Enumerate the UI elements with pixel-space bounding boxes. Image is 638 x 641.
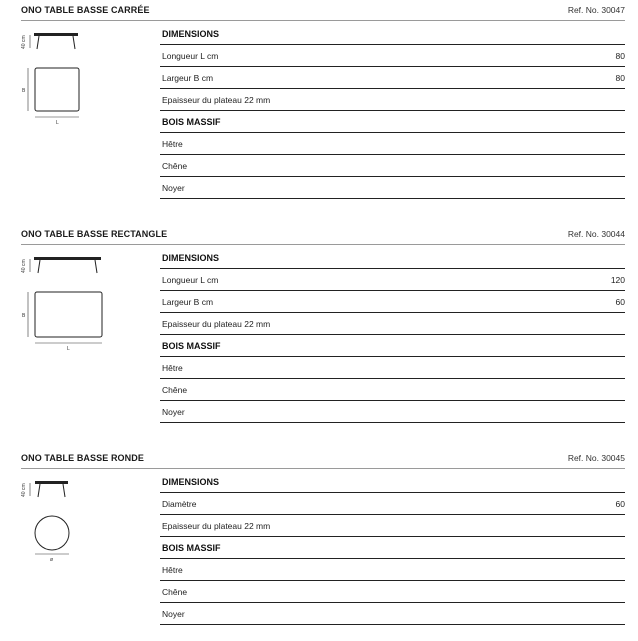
- technical-drawing: [16, 471, 136, 641]
- spec-row: Diamètre 60: [160, 493, 625, 515]
- spec-row: Largeur B cm 60: [160, 291, 625, 313]
- height-label: 40 cm: [21, 35, 27, 49]
- spec-table: [160, 23, 625, 199]
- side-tabletop: [34, 257, 101, 260]
- technical-drawing: [16, 247, 136, 417]
- section-heading: BOIS MASSIF: [160, 111, 625, 133]
- material-row: Noyer: [160, 401, 625, 423]
- spec-table: [160, 247, 625, 423]
- spec-row: Longueur L cm 80: [160, 45, 625, 67]
- side-tabletop: [34, 33, 78, 36]
- leg: [95, 260, 97, 273]
- height-label: 40 cm: [21, 483, 27, 497]
- header-divider: [21, 244, 625, 245]
- material-row: Chêne: [160, 581, 625, 603]
- section-heading: BOIS MASSIF: [160, 335, 625, 357]
- product-title: ONO TABLE BASSE RECTANGLE: [21, 229, 168, 239]
- diameter-label: ø: [50, 557, 54, 563]
- product-title: ONO TABLE BASSE CARRÉE: [21, 5, 150, 15]
- spec-table: [160, 471, 625, 625]
- table-drawing-square: [16, 23, 136, 193]
- side-tabletop: [35, 481, 68, 484]
- table-drawing-round: [16, 471, 136, 641]
- leg: [38, 260, 40, 273]
- top-view-outline: [35, 516, 69, 550]
- product-ref: Ref. No. 30045: [567, 453, 625, 463]
- material-row: Hêtre: [160, 357, 625, 379]
- table-drawing-rectangle: [16, 247, 136, 417]
- top-view-outline: [35, 68, 79, 111]
- section-heading: DIMENSIONS: [160, 471, 625, 493]
- material-row: Hêtre: [160, 559, 625, 581]
- section-heading: DIMENSIONS: [160, 247, 625, 269]
- spec-row: Epaisseur du plateau 22 mm: [160, 313, 625, 335]
- product-ref: Ref. No. 30047: [567, 5, 625, 15]
- product-header: [0, 3, 638, 19]
- product-title: ONO TABLE BASSE RONDE: [21, 453, 144, 463]
- width-label: B: [22, 88, 26, 94]
- product-header: [0, 227, 638, 243]
- section-heading: DIMENSIONS: [160, 23, 625, 45]
- height-label: 40 cm: [21, 259, 27, 273]
- header-divider: [21, 20, 625, 21]
- leg: [37, 36, 39, 49]
- material-row: Noyer: [160, 177, 625, 199]
- width-label: B: [22, 313, 26, 319]
- section-heading: BOIS MASSIF: [160, 537, 625, 559]
- material-row: Hêtre: [160, 133, 625, 155]
- spec-row: Epaisseur du plateau 22 mm: [160, 89, 625, 111]
- spec-row: Largeur B cm 80: [160, 67, 625, 89]
- technical-drawing: [16, 23, 136, 193]
- leg: [63, 484, 65, 497]
- length-label: L: [56, 120, 59, 126]
- length-label: L: [67, 346, 70, 352]
- spec-row: Epaisseur du plateau 22 mm: [160, 515, 625, 537]
- product-ref: Ref. No. 30044: [567, 229, 625, 239]
- header-divider: [21, 468, 625, 469]
- product-header: [0, 451, 638, 467]
- material-row: Noyer: [160, 603, 625, 625]
- leg: [38, 484, 40, 497]
- material-row: Chêne: [160, 379, 625, 401]
- top-view-outline: [35, 292, 102, 337]
- spec-row: Longueur L cm 120: [160, 269, 625, 291]
- leg: [73, 36, 75, 49]
- material-row: Chêne: [160, 155, 625, 177]
